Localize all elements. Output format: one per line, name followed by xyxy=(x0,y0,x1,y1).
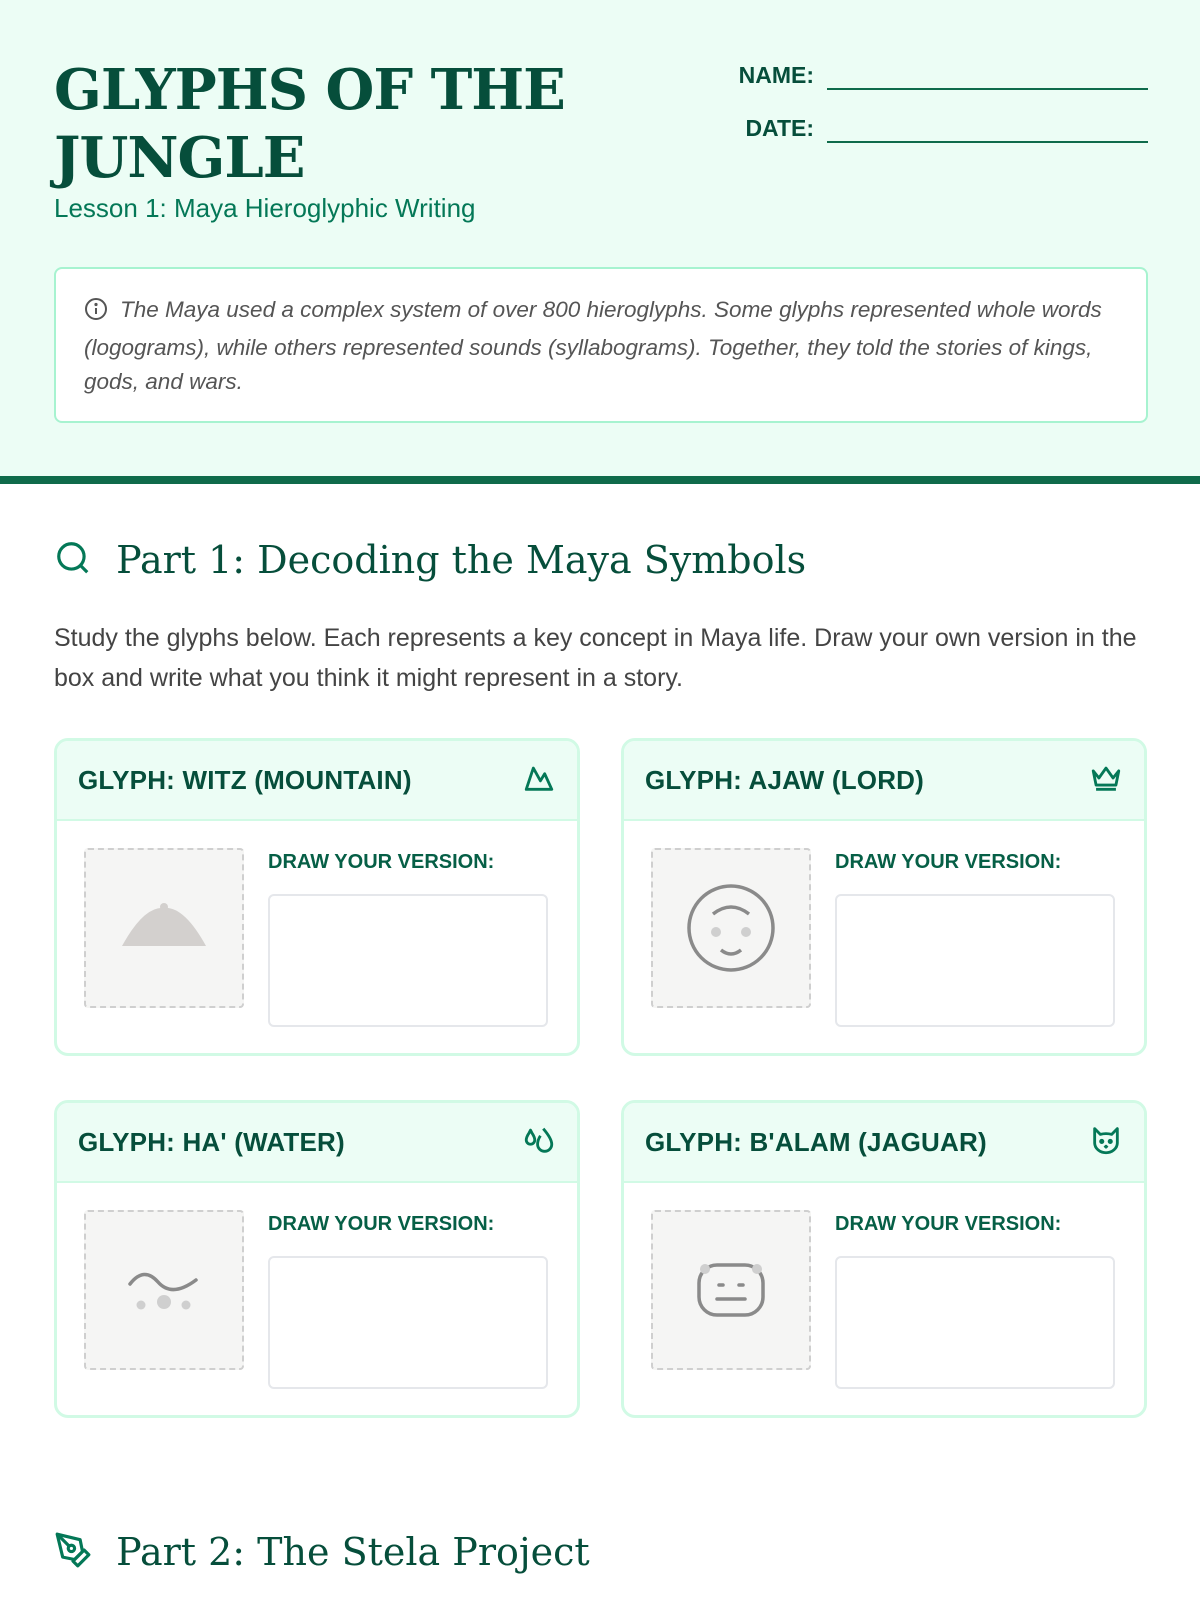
card-header xyxy=(624,741,1144,821)
name-label: NAME: xyxy=(738,62,814,88)
card-title: GLYPH: AJAW (LORD) xyxy=(645,764,925,795)
part2-title: Part 2: The Stela Project xyxy=(116,1530,590,1574)
date-field[interactable] xyxy=(700,109,1148,149)
date-line[interactable] xyxy=(827,141,1148,143)
name-field[interactable] xyxy=(700,56,1148,96)
part1-heading xyxy=(54,538,806,582)
crown-icon xyxy=(1089,761,1123,800)
draw-label: DRAW YOUR VERSION: xyxy=(835,1213,1062,1235)
glyph-card-witz xyxy=(54,738,580,1056)
water-glyph-icon xyxy=(124,1260,204,1320)
drawing-area[interactable] xyxy=(268,894,548,1027)
date-label: DATE: xyxy=(745,115,814,141)
part2-heading xyxy=(54,1530,590,1574)
droplets-icon xyxy=(522,1123,556,1162)
page-title: GLYPHS OF THE JUNGLE xyxy=(54,57,565,191)
card-header xyxy=(57,1103,577,1183)
glyph-sample xyxy=(84,848,244,1008)
card-header xyxy=(624,1103,1144,1183)
part1-title: Part 1: Decoding the Maya Symbols xyxy=(116,538,807,582)
part1-intro: Study the glyphs below. Each represents a key concept in Maya life. Draw your own version in the box and write what you think it might represent in a story. xyxy=(54,624,1137,692)
info-icon xyxy=(84,297,108,331)
glyph-sample xyxy=(651,848,811,1008)
drawing-area[interactable] xyxy=(835,894,1115,1027)
glyph-sample xyxy=(84,1210,244,1370)
glyph-card-ajaw xyxy=(621,738,1147,1056)
jaguar-glyph-icon xyxy=(691,1255,771,1325)
info-paragraph xyxy=(84,293,1118,399)
drawing-area[interactable] xyxy=(268,1256,548,1389)
mountain-glyph-icon xyxy=(114,898,214,958)
worksheet-header xyxy=(0,0,1200,484)
lesson-subtitle: Lesson 1: Maya Hieroglyphic Writing xyxy=(54,193,476,223)
info-text: The Maya used a complex system of over 800 hieroglyphs. Some glyphs represented whole words (logograms), while others represented sounds (syllabograms). Together, they told the stories of kings, gods, and wars. xyxy=(84,297,1102,394)
glyph-card-balam xyxy=(621,1100,1147,1418)
info-box xyxy=(54,267,1148,423)
lord-glyph-icon xyxy=(683,880,779,976)
mountain-icon xyxy=(522,761,556,800)
card-header xyxy=(57,741,577,821)
search-icon xyxy=(54,538,116,582)
draw-label: DRAW YOUR VERSION: xyxy=(835,851,1062,873)
card-title: GLYPH: HA' (WATER) xyxy=(78,1126,345,1157)
pen-tool-icon xyxy=(54,1530,116,1574)
card-title: GLYPH: B'ALAM (JAGUAR) xyxy=(645,1126,987,1157)
draw-label: DRAW YOUR VERSION: xyxy=(268,851,495,873)
draw-label: DRAW YOUR VERSION: xyxy=(268,1213,495,1235)
drawing-area[interactable] xyxy=(835,1256,1115,1389)
glyph-card-ha xyxy=(54,1100,580,1418)
glyph-sample xyxy=(651,1210,811,1370)
name-line[interactable] xyxy=(827,88,1148,90)
card-title: GLYPH: WITZ (MOUNTAIN) xyxy=(78,764,412,795)
cat-icon xyxy=(1089,1123,1123,1162)
